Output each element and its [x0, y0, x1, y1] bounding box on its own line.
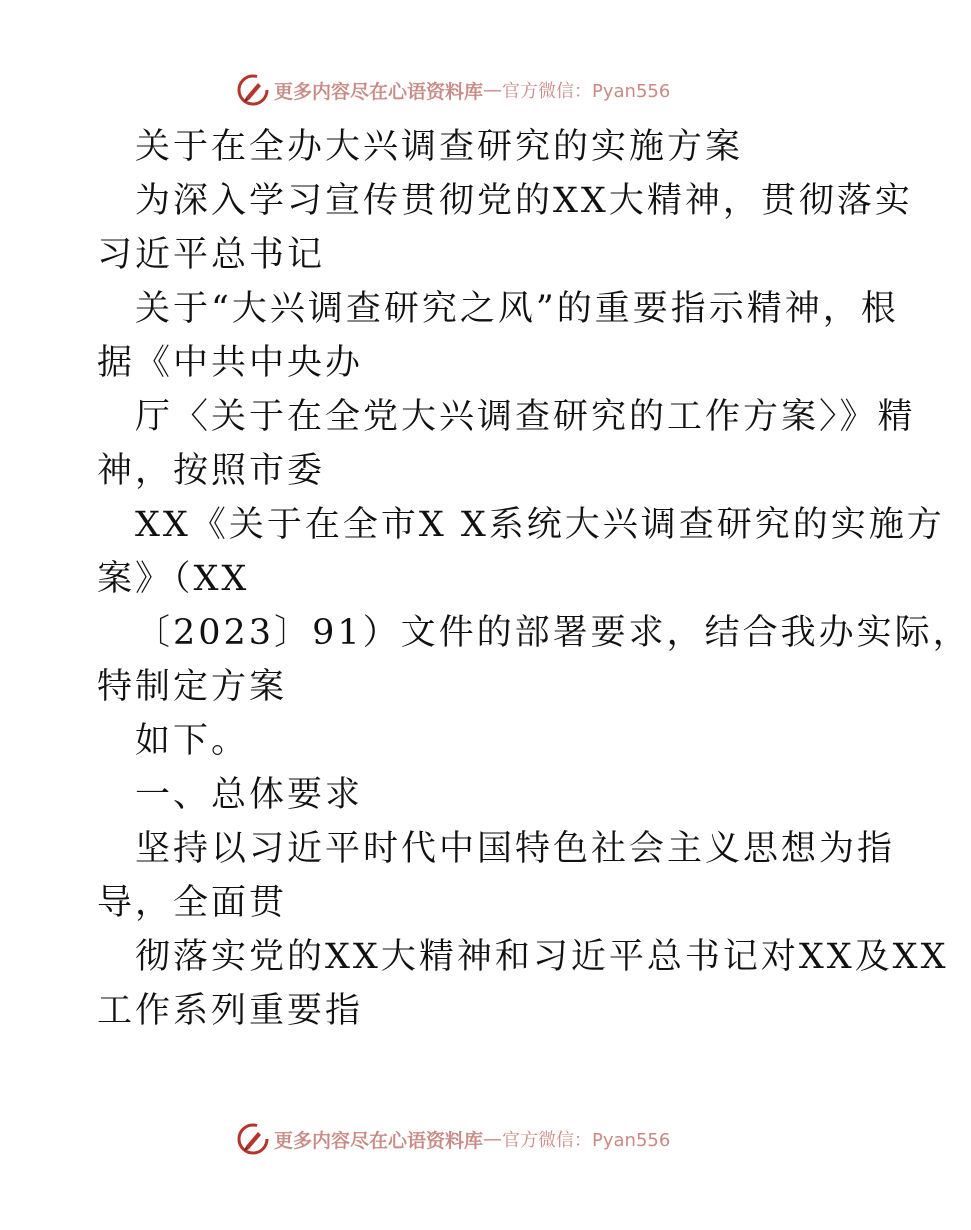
paragraph-line: 导，全面贯	[97, 883, 288, 923]
watermark-separator: —	[483, 1128, 503, 1150]
paragraph-line: 据《中共中央办	[97, 343, 364, 383]
paragraph-line: 彻落实党的XX大精神和习近平总书记对XX及XX	[135, 937, 949, 977]
watermark-separator: —	[483, 79, 503, 101]
watermark-text: 更多内容尽在心语资料库	[274, 80, 484, 103]
paragraph-line: 特制定方案	[97, 667, 288, 707]
pen-circle-logo-icon	[236, 1122, 270, 1156]
paragraph-line: 〔2023〕91）文件的部署要求，结合我办实际，	[135, 613, 971, 653]
paragraph-line: 工作系列重要指	[97, 991, 364, 1031]
document-body	[97, 120, 971, 1038]
paragraph-line: 神，按照市委	[97, 451, 326, 491]
paragraph-line: 习近平总书记	[97, 235, 326, 275]
document-title: 关于在全办大兴调查研究的实施方案	[135, 127, 744, 167]
paragraph-line: 关于“大兴调查研究之风”的重要指示精神，根	[135, 289, 899, 329]
paragraph-line: 如下。	[135, 721, 250, 761]
paragraph-line: 厅〈关于在全党大兴调查研究的工作方案〉》精	[135, 397, 916, 437]
watermark-header	[236, 73, 670, 107]
paragraph-line: 为深入学习宣传贯彻党的XX大精神，贯彻落实	[135, 181, 913, 221]
watermark-contact: 官方微信：Pyan556	[502, 81, 671, 102]
paragraph-line: 案》（XX	[97, 559, 250, 599]
paragraph-line: 坚持以习近平时代中国特色社会主义思想为指	[135, 829, 896, 869]
watermark-footer	[236, 1122, 670, 1156]
watermark-text: 更多内容尽在心语资料库	[274, 1129, 484, 1152]
paragraph-line: XX《关于在全市X X系统大兴调查研究的实施方	[135, 505, 945, 545]
pen-circle-logo-icon	[236, 73, 270, 107]
section-heading: 一、总体要求	[135, 775, 364, 815]
watermark-contact: 官方微信：Pyan556	[502, 1130, 671, 1151]
